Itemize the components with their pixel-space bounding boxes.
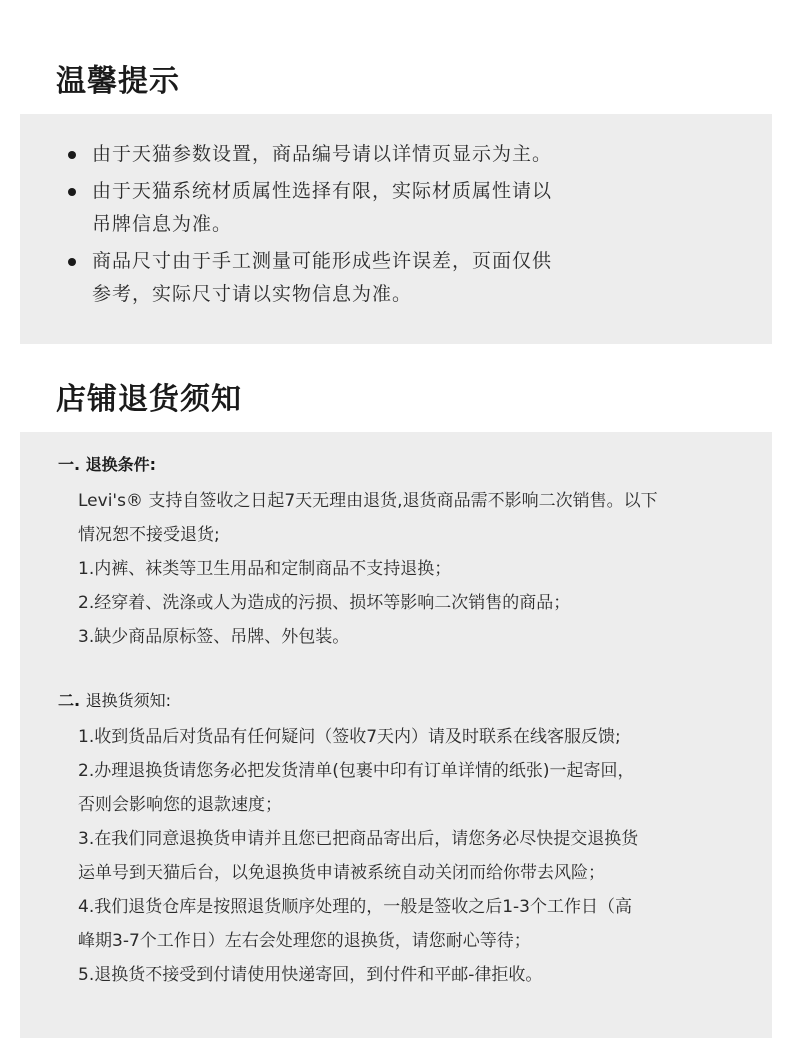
notice-line: 5.退换货不接受到付请使用快递寄回，到付件和平邮-律拒收。 [78,965,543,985]
condition-line: 2.经穿着、洗涤或人为造成的污损、损坏等影响二次销售的商品； [78,593,571,613]
notice-line: 2.办理退换货请您务必把发货清单(包裹中印有订单详情的纸张)一起寄回， [78,761,635,781]
notice-line: 3.在我们同意退换货申请并且您已把商品寄出后，请您务必尽快提交退换货 [78,829,639,849]
tips-title: 温馨提示 [56,64,180,99]
returns-panel [20,432,772,1038]
bullet-dot-icon [68,188,76,196]
section-heading-text: 退换货须知: [85,691,172,710]
tip-item [66,245,666,311]
return-conditions-block [58,454,748,654]
return-notice-heading [58,690,748,712]
notice-line: 运单号到天猫后台，以免退换货申请被系统自动关闭而给你带去风险； [78,863,605,883]
return-conditions-heading [58,454,748,476]
section-heading-text: 退换条件: [85,455,157,474]
tip-item [66,138,666,171]
condition-line: 1.内裤、袜类等卫生用品和定制商品不支持退换； [78,559,452,579]
notice-line: 1.收到货品后对货品有任何疑问（签收7天内）请及时联系在线客服反馈; [78,727,621,747]
bullet-dot-icon [68,258,76,266]
condition-line: Levi's® 支持自签收之日起7天无理由退货,退货商品需不影响二次销售。以下 [78,491,658,511]
returns-title: 店铺退货须知 [56,382,242,417]
notice-line: 否则会影响您的退款速度； [78,795,282,815]
bullet-dot-icon [68,151,76,159]
condition-line: 情况恕不接受退货; [78,525,220,545]
tip-line: 商品尺寸由于手工测量可能形成些许误差，页面仅供 [92,250,553,272]
section-number: 一. [58,455,81,474]
tip-line: 由于天猫参数设置，商品编号请以详情页显示为主。 [92,143,553,165]
tips-list [66,138,666,311]
section-number: 二. [58,691,81,710]
tip-line: 吊牌信息为准。 [92,213,233,235]
return-notice-block [58,690,748,992]
notice-line: 峰期3-7个工作日）左右会处理您的退换货，请您耐心等待； [78,931,531,951]
tip-line: 由于天猫系统材质属性选择有限，实际材质属性请以 [92,180,553,202]
tip-line: 参考，实际尺寸请以实物信息为准。 [92,283,413,305]
tip-item [66,175,666,241]
tips-panel [20,114,772,344]
notice-line: 4.我们退货仓库是按照退货顺序处理的，一般是签收之后1-3个工作日（高 [78,897,632,917]
condition-line: 3.缺少商品原标签、吊牌、外包装。 [78,627,350,647]
